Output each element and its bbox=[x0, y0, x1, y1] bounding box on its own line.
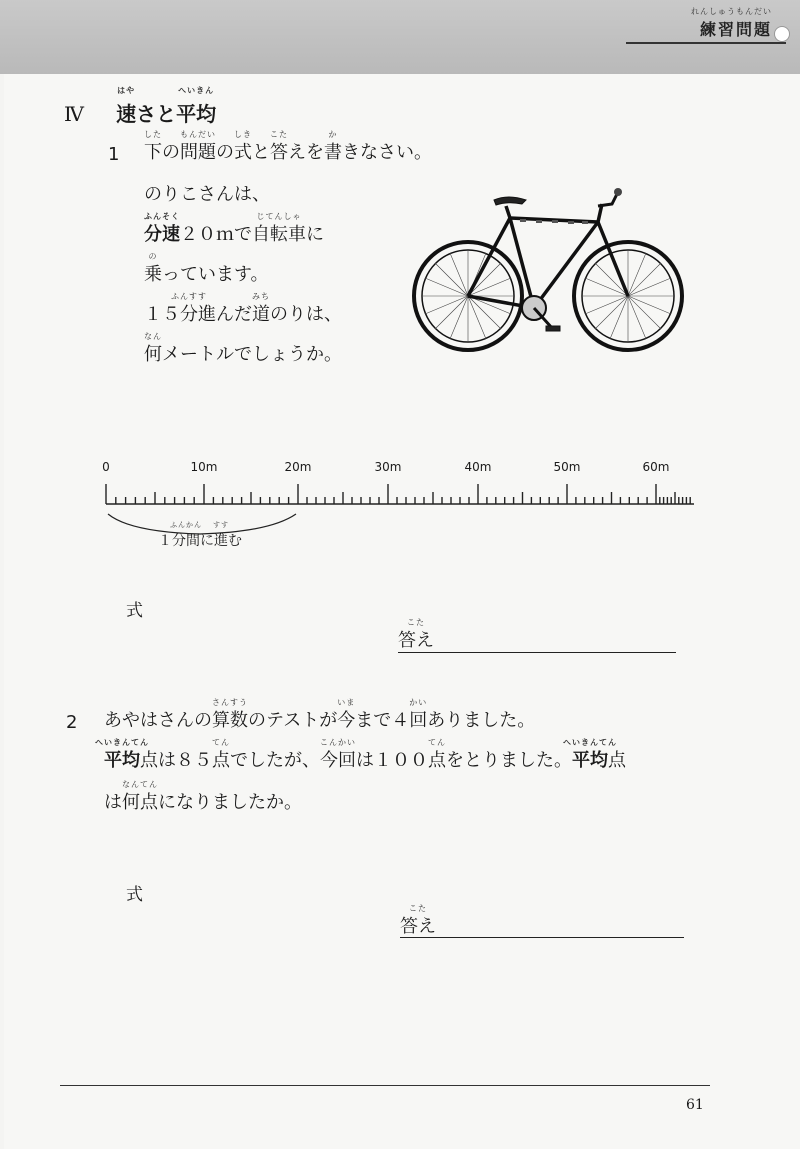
problem-line-3: の 乗っています。 bbox=[144, 252, 269, 285]
footer-rule bbox=[60, 1085, 710, 1086]
question-1-instruction: した 下の もんだい 問題の しき 式と こた 答えを か 書きなさい。 bbox=[144, 130, 432, 163]
top-band bbox=[0, 0, 800, 74]
section-heading bbox=[64, 86, 217, 127]
problem-line-1: のりこさんは、 bbox=[144, 184, 270, 205]
formula-label-2: 式 bbox=[126, 885, 143, 905]
question-2-line-2: へいきんてん 平均点は８５ てん 点でしたが、 こんかい 今回は１００ てん 点をとりました。 へいきんてん 平均点 bbox=[95, 738, 626, 771]
answer-label-1: こた 答え bbox=[398, 618, 434, 651]
ruler-label-50m: 50m bbox=[553, 460, 581, 474]
answer-line-2[interactable] bbox=[400, 937, 684, 938]
question-1-number: 1 bbox=[108, 144, 120, 165]
ruler-label-60m: 60m bbox=[642, 460, 670, 474]
answer-label-2: こた 答え bbox=[400, 904, 436, 937]
ruler-label-10m: 10m bbox=[190, 460, 218, 474]
ruler-label-0: 0 bbox=[102, 460, 110, 474]
ruler-label-40m: 40m bbox=[464, 460, 492, 474]
question-2-line-1: あやはさんの さんすう 算数のテストが いま 今まで４ かい 回ありました。 bbox=[104, 698, 536, 731]
problem-line-5: なん 何メートルでしょうか。 bbox=[144, 332, 342, 365]
header-tag bbox=[691, 6, 790, 40]
problem-line-2: ふんそく 分速２０ｍで じてんしゃ 自転車に bbox=[144, 212, 324, 245]
ruler-label-20m: 20m bbox=[284, 460, 312, 474]
section-number: Ⅳ bbox=[64, 102, 84, 126]
circle-icon bbox=[774, 26, 790, 42]
header-ruby: れんしゅうもんだい bbox=[691, 7, 772, 16]
formula-label-1: 式 bbox=[126, 601, 143, 621]
bicycle-illustration bbox=[412, 186, 692, 366]
header-title: 練習問題 bbox=[699, 20, 772, 39]
ruler-label-30m: 30m bbox=[374, 460, 402, 474]
problem-line-4: １５ ふんすす 分進んだ みち 道のりは、 bbox=[144, 292, 342, 325]
question-2-number: 2 bbox=[66, 712, 78, 733]
ruler-note: １ ふんかん 分間に すす 進む bbox=[158, 521, 242, 549]
page-number: 61 bbox=[686, 1097, 704, 1113]
section-title: はや 速さと へいきん 平均 bbox=[116, 86, 217, 126]
answer-line-1[interactable] bbox=[398, 652, 676, 653]
header-underline bbox=[626, 42, 786, 44]
question-2-line-3: は なんてん 何点になりましたか。 bbox=[104, 780, 302, 813]
